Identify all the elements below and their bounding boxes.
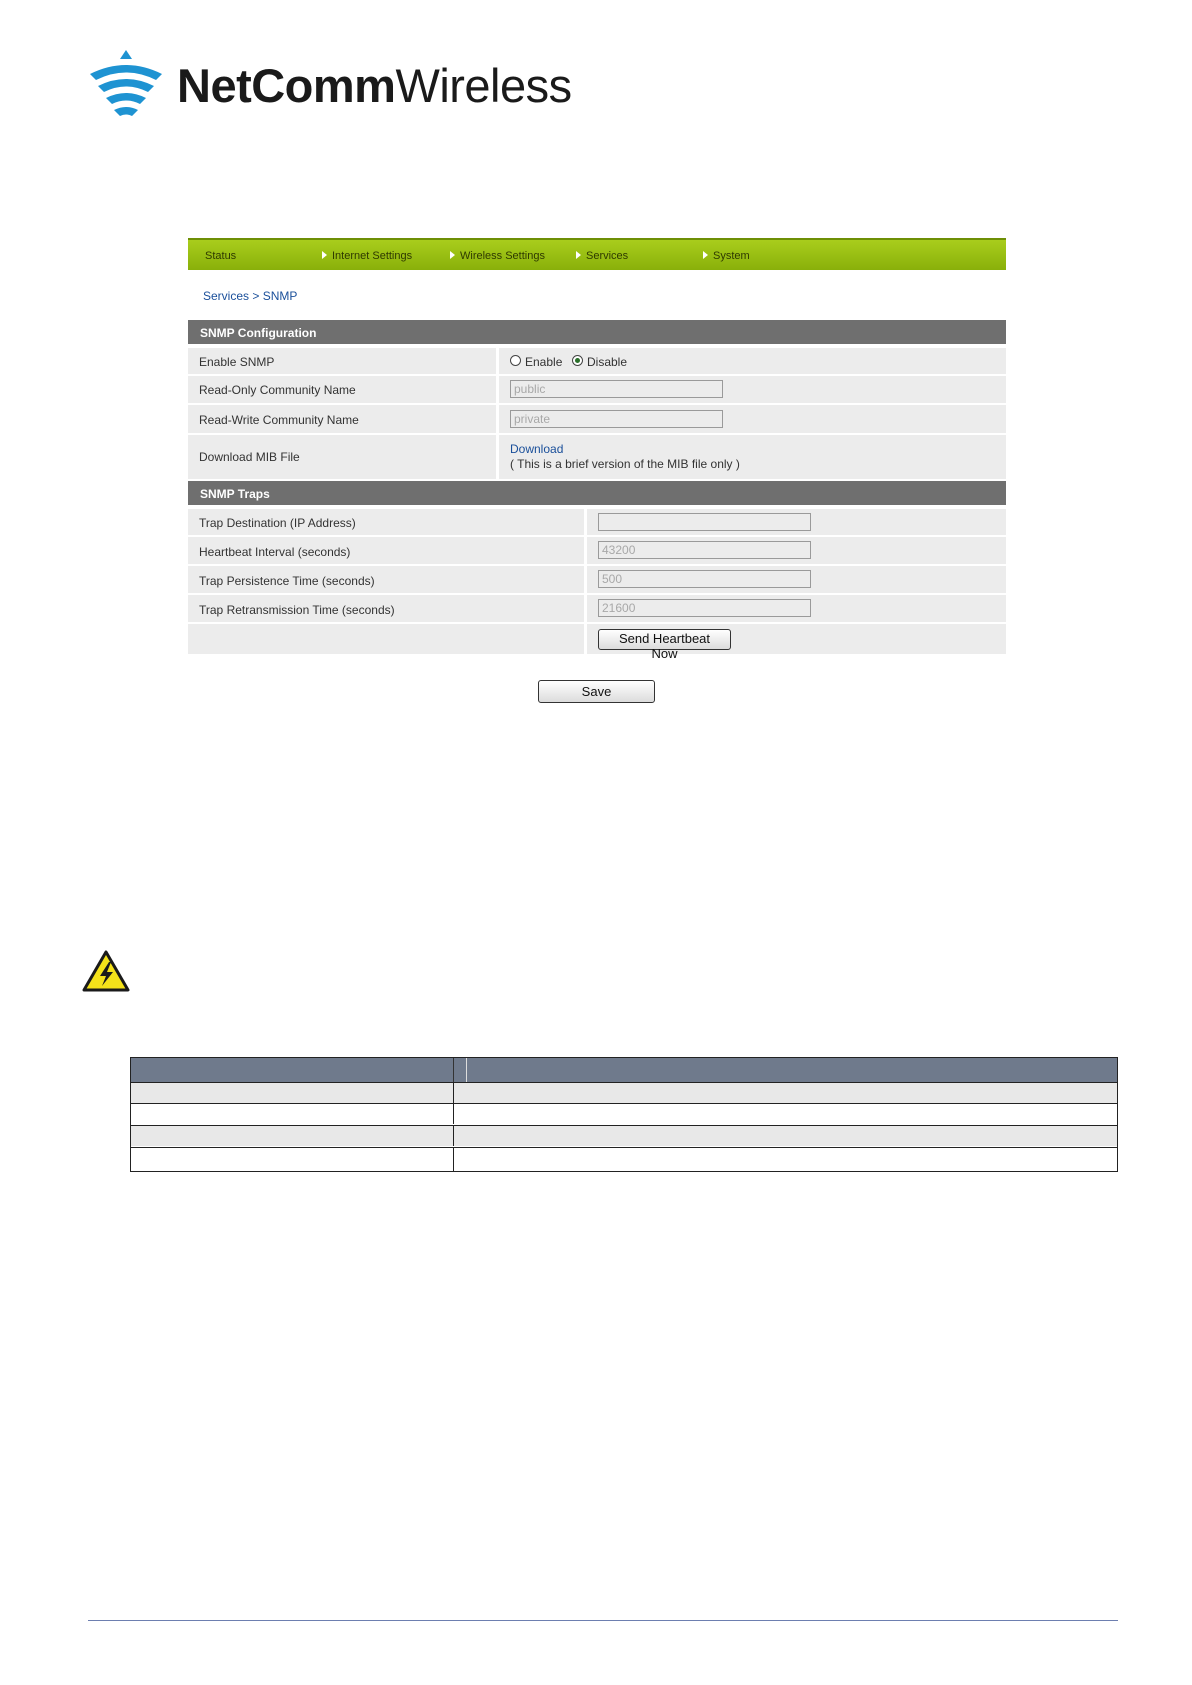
download-mib-row bbox=[188, 435, 1006, 479]
arrow-right-icon bbox=[322, 251, 327, 259]
arrow-right-icon bbox=[576, 251, 581, 259]
cell-divider bbox=[453, 1126, 454, 1146]
wifi-logo-icon bbox=[86, 50, 166, 122]
arrow-right-icon bbox=[450, 251, 455, 259]
column-separator bbox=[584, 537, 587, 564]
persistence-row bbox=[188, 566, 1006, 593]
cell-divider bbox=[453, 1083, 454, 1103]
heartbeat-input[interactable] bbox=[598, 541, 811, 559]
router-ui-screenshot bbox=[188, 238, 1006, 708]
column-separator bbox=[496, 435, 499, 479]
send-heartbeat-row bbox=[188, 624, 1006, 661]
heartbeat-label: Heartbeat Interval (seconds) bbox=[199, 545, 351, 559]
snmp-traps-header: SNMP Traps bbox=[188, 481, 1006, 505]
persistence-label: Trap Persistence Time (seconds) bbox=[199, 574, 375, 588]
footer-divider bbox=[88, 1620, 1118, 1621]
mib-note: ( This is a brief version of the MIB file only ) bbox=[510, 457, 740, 471]
enable-snmp-label: Enable SNMP bbox=[199, 355, 275, 369]
brand-name-light: Wireless bbox=[395, 59, 572, 112]
download-mib-label: Download MIB File bbox=[199, 450, 300, 464]
download-mib-link[interactable]: Download bbox=[510, 442, 564, 456]
heartbeat-row bbox=[188, 537, 1006, 564]
parameter-table bbox=[130, 1057, 1118, 1172]
trap-destination-row bbox=[188, 509, 1006, 535]
persistence-input[interactable] bbox=[598, 570, 811, 588]
nav-status[interactable] bbox=[205, 250, 236, 262]
column-separator bbox=[584, 566, 587, 593]
retransmission-row bbox=[188, 595, 1006, 622]
nav-wireless-settings[interactable] bbox=[450, 250, 545, 262]
warning-icon bbox=[82, 950, 130, 992]
column-separator bbox=[584, 624, 587, 654]
nav-status-label: Status bbox=[205, 250, 237, 262]
table-header bbox=[131, 1058, 1117, 1082]
column-separator bbox=[496, 405, 499, 433]
cell-divider bbox=[453, 1104, 454, 1124]
trap-destination-input[interactable] bbox=[598, 513, 811, 531]
column-separator bbox=[496, 376, 499, 403]
retransmission-label: Trap Retransmission Time (seconds) bbox=[199, 603, 395, 617]
read-write-community-input[interactable] bbox=[510, 410, 723, 428]
table-row bbox=[131, 1125, 1117, 1146]
read-write-row bbox=[188, 405, 1006, 433]
column-separator bbox=[584, 509, 587, 535]
enable-radio[interactable] bbox=[510, 355, 521, 366]
enable-snmp-row bbox=[188, 348, 1006, 374]
nav-wireless-settings-label: Wireless Settings bbox=[460, 250, 545, 262]
arrow-right-icon bbox=[703, 251, 708, 259]
read-only-label: Read-Only Community Name bbox=[199, 383, 356, 397]
nav-services[interactable] bbox=[576, 250, 628, 262]
brand-name-bold: NetComm bbox=[177, 59, 396, 112]
nav-internet-settings[interactable] bbox=[322, 250, 412, 262]
nav-system-label: System bbox=[713, 250, 750, 262]
column-separator bbox=[584, 595, 587, 622]
enable-radio-label: Enable bbox=[525, 355, 563, 369]
table-row bbox=[131, 1082, 1117, 1103]
nav-system[interactable] bbox=[703, 250, 750, 262]
nav-internet-settings-label: Internet Settings bbox=[332, 250, 413, 262]
table-row bbox=[131, 1147, 1117, 1171]
cell-divider bbox=[453, 1148, 454, 1171]
disable-radio[interactable] bbox=[572, 355, 583, 366]
top-navbar bbox=[188, 238, 1006, 270]
read-write-label: Read-Write Community Name bbox=[199, 413, 359, 427]
brand-name bbox=[177, 58, 572, 113]
brand-logo bbox=[86, 50, 572, 122]
read-only-community-input[interactable] bbox=[510, 380, 723, 398]
read-only-row bbox=[188, 376, 1006, 403]
header-divider bbox=[453, 1058, 467, 1082]
disable-radio-label: Disable bbox=[587, 355, 628, 369]
retransmission-input[interactable] bbox=[598, 599, 811, 617]
send-heartbeat-button[interactable]: Send Heartbeat Now bbox=[598, 629, 731, 650]
snmp-config-header: SNMP Configuration bbox=[188, 320, 1006, 344]
column-separator bbox=[496, 348, 499, 374]
nav-services-label: Services bbox=[586, 250, 629, 262]
trap-destination-label: Trap Destination (IP Address) bbox=[199, 516, 356, 530]
breadcrumb: Services > SNMP bbox=[203, 289, 298, 303]
table-row bbox=[131, 1103, 1117, 1124]
save-button[interactable]: Save bbox=[538, 680, 655, 703]
